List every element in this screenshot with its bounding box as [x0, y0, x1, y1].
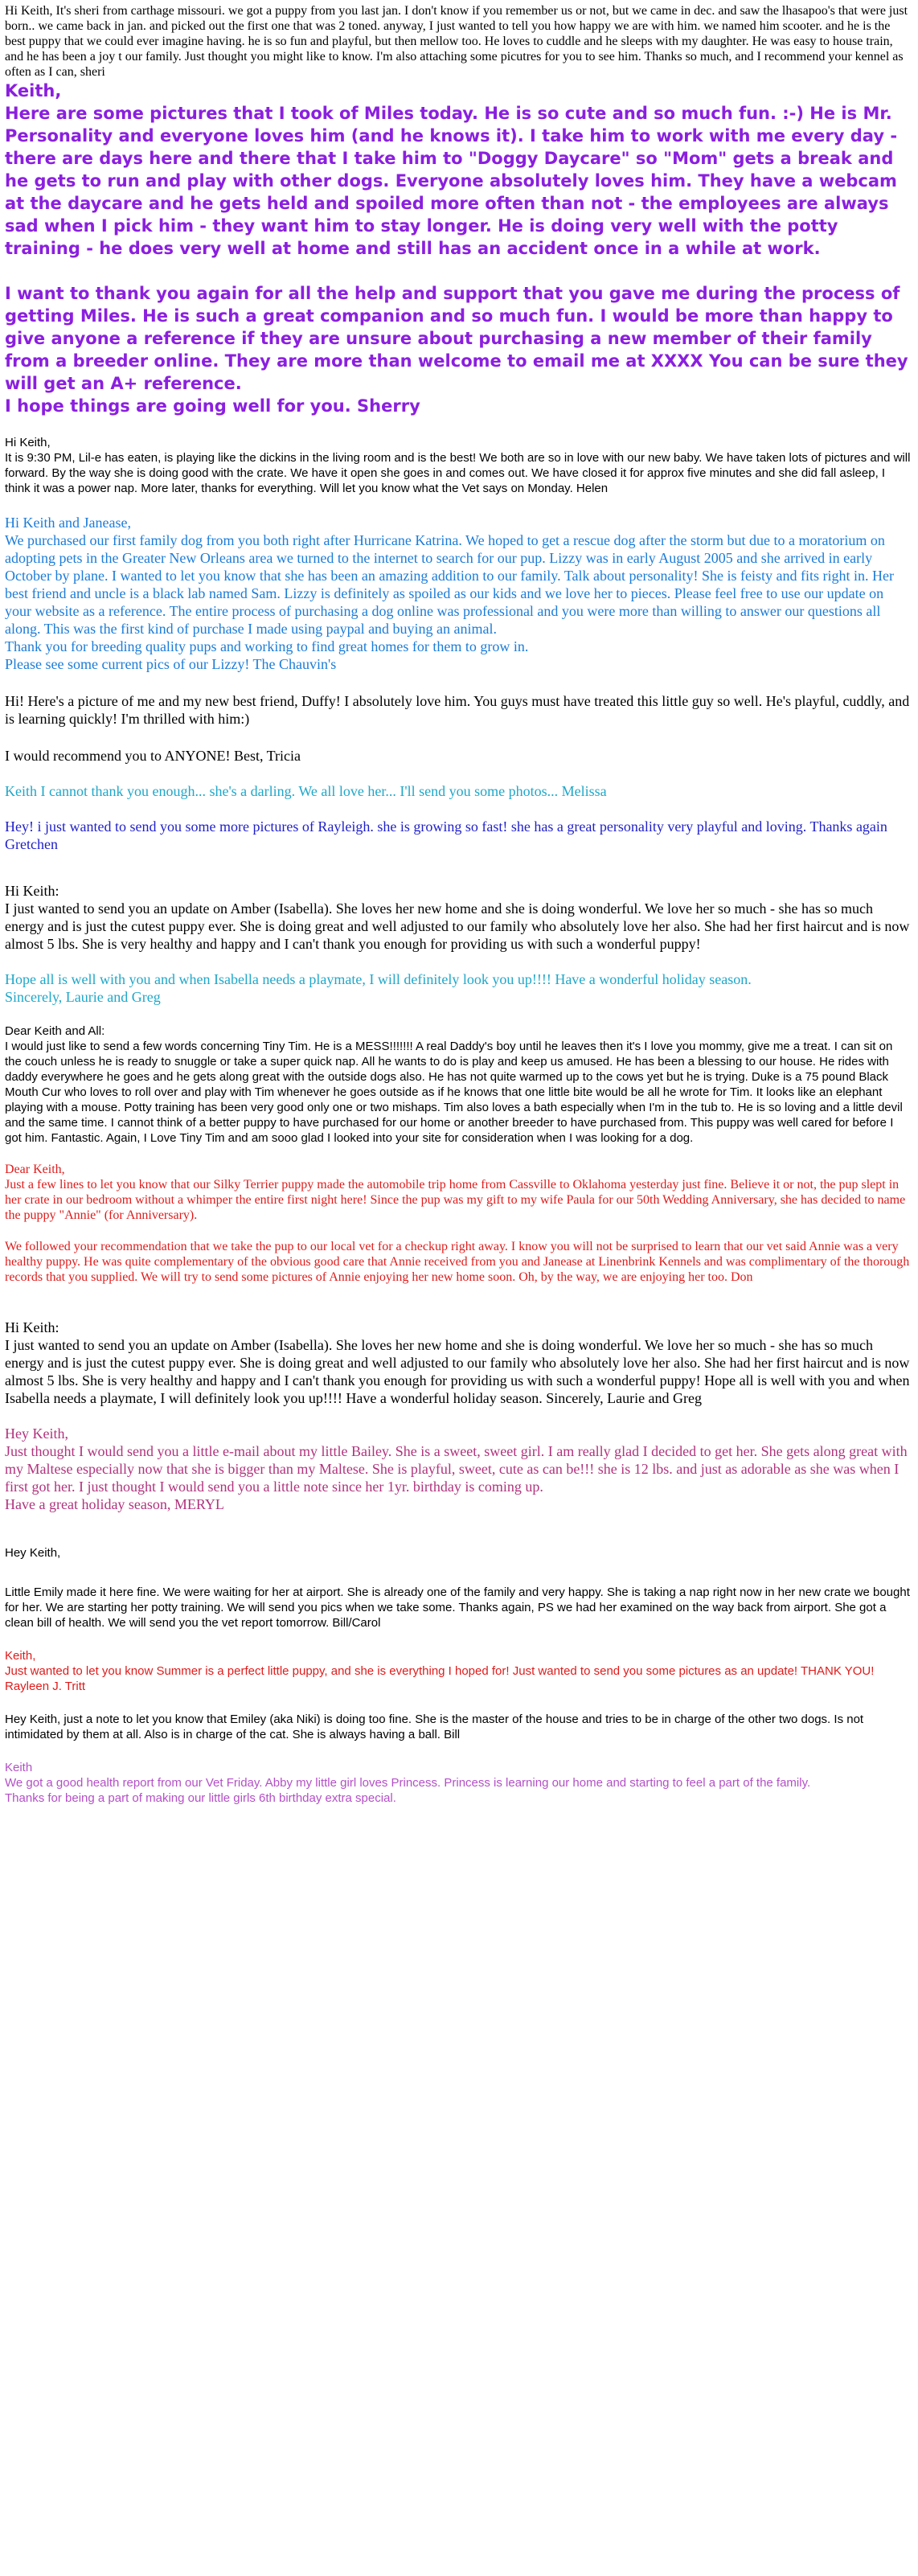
testimonial-helen — [5, 435, 912, 496]
testimonial-emiley-niki — [5, 1712, 912, 1742]
testimonial-line: Hey Keith, just a note to let you know that Emiley (aka Niki) is doing too fine. She is the master of the house and tries to be in charge of the other two dogs. Is not intimidated by them at all. Also is in charge of the cat. She is always having a ball. Bill — [5, 1713, 864, 1741]
testimonial-line: We purchased our first family dog from you both right after Hurricane Katrina. We hoped to get a rescue dog after the storm but due to a moratorium on adopting pets in the Greater New Orleans area we turned to the internet to search for our pup. Lizzy was in early August 2005 and she arrived in early October by plane. I wanted to let you know that she has been an amazing addition to our family. Talk about personality! She is feisty and fits right in. Her best friend and uncle is a black lab named Sam. Lizzy is definitely as spoiled as our kids and we love her to pieces. Please feel free to use our update on your website as a reference. The entire process of purchasing a dog online was professional and you were more than willing to answer our questions all along. This was the first kind of purchase I made using paypal and buying an animal. — [5, 532, 894, 637]
testimonial-line: Have a great holiday season, MERYL — [5, 1496, 224, 1512]
testimonial-line: Dear Keith and All: — [5, 1024, 105, 1038]
testimonial-line: It is 9:30 PM, Lil-e has eaten, is playing like the dickins in the living room and is the best! We both are so in love with our new baby. We have taken lots of pictures and will forward. By the way she is doing good with the crate. We have it open she goes in and comes out. We have closed it for approx five minutes and she did fall asleep, I think it was a power nap. More later, thanks for everything. Will let you know what the Vet says on Monday. Helen — [5, 451, 911, 495]
testimonial-tricia-signoff — [5, 747, 912, 765]
testimonial-line: We followed your recommendation that we take the pup to our local vet for a checkup right away. I know you will not be surprised to learn that our vet said Annie was a very healthy puppy. He was quite complementary of the obvious good care that Annie received from you and Janease at Linenbrink Kennels and was complimentary of the thorough records that you supplied. We will try to send some pictures of Annie enjoying her new home soon. Oh, by the way, we are enjoying her too. Don — [5, 1240, 910, 1284]
testimonial-line: I just wanted to send you an update on Amber (Isabella). She loves her new home and she is doing wonderful. We love her so much - she has so much energy and is just the cutest puppy ever. She is doing great and well adjusted to our family who absolutely love her also. She had her first haircut and is now almost 5 lbs. She is very healthy and happy and I can't thank you enough for providing us with such a wonderful puppy! — [5, 900, 910, 952]
testimonial-line: Little Emily made it here fine. We were waiting for her at airport. She is already one of the family and very happy. She is taking a nap right now in her new crate we bought for her. We are starting her potty training. We will send you pics when we take some. Thanks again, PS we had her examined on the way back from airport. She got a clean bill of health. We will send you the vet report tomorrow. Bill/Carol — [5, 1585, 910, 1630]
testimonial-line: Please see some current pics of our Lizzy! The Chauvin's — [5, 656, 337, 672]
testimonial-melissa — [5, 782, 912, 800]
testimonial-tricia — [5, 692, 912, 728]
testimonial-tiny-tim — [5, 1023, 912, 1146]
testimonial-line: Just a few lines to let you know that our Silky Terrier puppy made the automobile trip home from Cassville to Oklahoma yesterday just fine. Believe it or not, the pup slept in her crate in our bedroom without a whimper the entire first night here! Since the pup was my gift to my wife Paula for our 50th Wedding Anniversary, she has decided to name the puppy "Annie" (for Anniversary). — [5, 1178, 906, 1222]
testimonial-line: Keith — [5, 1761, 33, 1774]
testimonial-line: I want to thank you again for all the help and support that you gave me during the process of getting Miles. He is such a great companion and so much fun. I would be more than happy to give anyone a reference if they are unsure about purchasing a new member of their family from a breeder online. They are more than welcome to email me at XXXX You can be sure they will get an A+ reference. — [5, 284, 908, 393]
testimonial-line: Sincerely, Laurie and Greg — [5, 989, 161, 1005]
testimonial-line: Hi Keith, — [5, 436, 51, 449]
testimonial-line: Hi Keith, It's sheri from carthage missouri. we got a puppy from you last jan. I don't know if you remember us or not, but we came in dec. and saw the lhasapoo's that were just born.. we came back in jan. and picked out the first one that was 2 toned. anyway, I just wanted to tell you how happy we are with him. we named him scooter. and he is the best puppy that we could ever imagine having. he is so fun and playful, but then mellow too. He loves to cuddle and he sleeps with my daughter. He was easy to house train, and he has been a joy t our family. Just thought you might like to know. I'm also attaching some picutres for you to see him. Thanks so much, and I recommend your kennel as often as I can, sheri — [5, 4, 908, 79]
testimonial-line: Hey! i just wanted to send you some more pictures of Rayleigh. she is growing so fast! she has a great personality very playful and loving. Thanks again Gretchen — [5, 818, 887, 852]
testimonial-line: Hi Keith: — [5, 1319, 59, 1335]
testimonial-princess — [5, 1760, 912, 1806]
testimonial-line: I hope things are going well for you. Sherry — [5, 396, 420, 416]
testimonial-line: I just wanted to send you an update on Amber (Isabella). She loves her new home and she is doing wonderful. We love her so much - she has so much energy and is just the cutest puppy ever. She is doing great and well adjusted to our family who absolutely love her also. She had her first haircut and is now almost 5 lbs. She is very healthy and happy and I can't thank you enough for providing us with such a wonderful puppy! Hope all is well with you and when Isabella needs a playmate, I will definitely look you up!!!! Have a wonderful holiday season. Sincerely, Laurie and Greg — [5, 1337, 910, 1406]
testimonial-line: Hi Keith and Janease, — [5, 515, 131, 531]
testimonial-line: Hope all is well with you and when Isabella needs a playmate, I will definitely look you up!!!! Have a wonderful holiday season. — [5, 971, 752, 987]
testimonial-summer — [5, 1648, 912, 1694]
testimonial-line: Hey Keith, — [5, 1425, 68, 1442]
testimonial-annie-vet — [5, 1239, 912, 1285]
testimonial-line: Thank you for breeding quality pups and working to find great homes for them to grow in. — [5, 638, 529, 654]
testimonial-line: Keith, — [5, 81, 62, 100]
testimonial-amber-update — [5, 882, 912, 953]
testimonials-page — [5, 3, 912, 1806]
testimonial-annie — [5, 1162, 912, 1223]
testimonial-emily-greeting — [5, 1545, 912, 1561]
testimonial-line: Just thought I would send you a little e-mail about my little Bailey. She is a sweet, sweet girl. I am really glad I decided to get her. She gets along great with my Maltese especially now that she is bigger than my Maltese. She is playful, sweet, cute as can be!!! she is 12 lbs. and just as adorable as she was when I first got her. I just thought I would send you a little note since her 1yr. birthday is coming up. — [5, 1443, 908, 1495]
testimonial-line: I would recommend you to ANYONE! Best, Tricia — [5, 748, 301, 764]
testimonial-chauvin — [5, 514, 912, 673]
paragraph-gap — [5, 260, 912, 282]
testimonial-gretchen — [5, 818, 912, 853]
testimonial-laurie-greg — [5, 970, 912, 1006]
testimonial-meryl — [5, 1425, 912, 1513]
testimonial-line: Rayleen J. Tritt — [5, 1680, 86, 1693]
testimonial-line: I would just like to send a few words concerning Tiny Tim. He is a MESS!!!!!!! A real Daddy's boy until he leaves then it's I love you mommy, give me a treat. I can sit on the couch unless he is ready to snuggle or take a super quick nap. All he wants to do is play and keep us amused. He has been a blessing to our house. He rides with daddy everywhere he goes and he gets along great with the outside dogs also. He has not quite warmed up to the cows yet but he is trying. Duke is a 75 pound Black Mouth Cur who loves to roll over and play with Tim whenever he goes outside as if he knows that one little bite would be all he wrote for Tim. It looks like an elephant playing with a mouse. Potty training has been very good only one or two mishaps. Tim also loves a bath especially when I'm in the tub to. He is so loving and a little devil and the same time. I cannot think of a better puppy to have purchased for our home or another breeder to have purchased from. This puppy was well cared for before I got him. Fantastic. Again, I Love Tiny Tim and am sooo glad I looked into your site for consideration when I was looking for a dog. — [5, 1040, 903, 1145]
testimonial-emily — [5, 1585, 912, 1631]
testimonial-line: Dear Keith, — [5, 1163, 65, 1176]
testimonial-line: We got a good health report from our Vet Friday. Abby my little girl loves Princess. Princess is learning our home and starting to feel a part of the family. — [5, 1776, 811, 1790]
testimonial-sheri — [5, 3, 912, 80]
testimonial-line: Hi! Here's a picture of me and my new best friend, Duffy! I absolutely love him. You guys must have treated this little guy so well. He's playful, cuddly, and is learning quickly! I'm thrilled with him:) — [5, 693, 910, 727]
testimonial-line: Here are some pictures that I took of Miles today. He is so cute and so much fun. :-) He is Mr. Personality and everyone loves him (and he knows it). I take him to work with me every day - there are days here and there that I take him to "Doggy Daycare" so "Mom" gets a break and he gets to run and play with other dogs. Everyone absolutely loves him. They have a webcam at the daycare and he gets held and spoiled more often than not - the employees are always sad when I pick him - they want him to stay longer. He is doing very well with the potty training - he does very well at home and still has an accident once in a while at work. — [5, 104, 898, 258]
testimonial-line: Just wanted to let you know Summer is a perfect little puppy, and she is everything I hoped for! Just wanted to send you some pictures as an update! THANK YOU! — [5, 1664, 875, 1678]
testimonial-line: Hey Keith, — [5, 1546, 61, 1560]
testimonial-line: Keith I cannot thank you enough... she's a darling. We all love her... I'll send you some photos... Melissa — [5, 783, 607, 799]
testimonial-line: Keith, — [5, 1649, 36, 1663]
testimonial-sherry-miles — [5, 80, 912, 417]
testimonial-amber-repeat — [5, 1319, 912, 1407]
testimonial-line: Hi Keith: — [5, 883, 59, 899]
testimonial-line: Thanks for being a part of making our little girls 6th birthday extra special. — [5, 1791, 396, 1805]
